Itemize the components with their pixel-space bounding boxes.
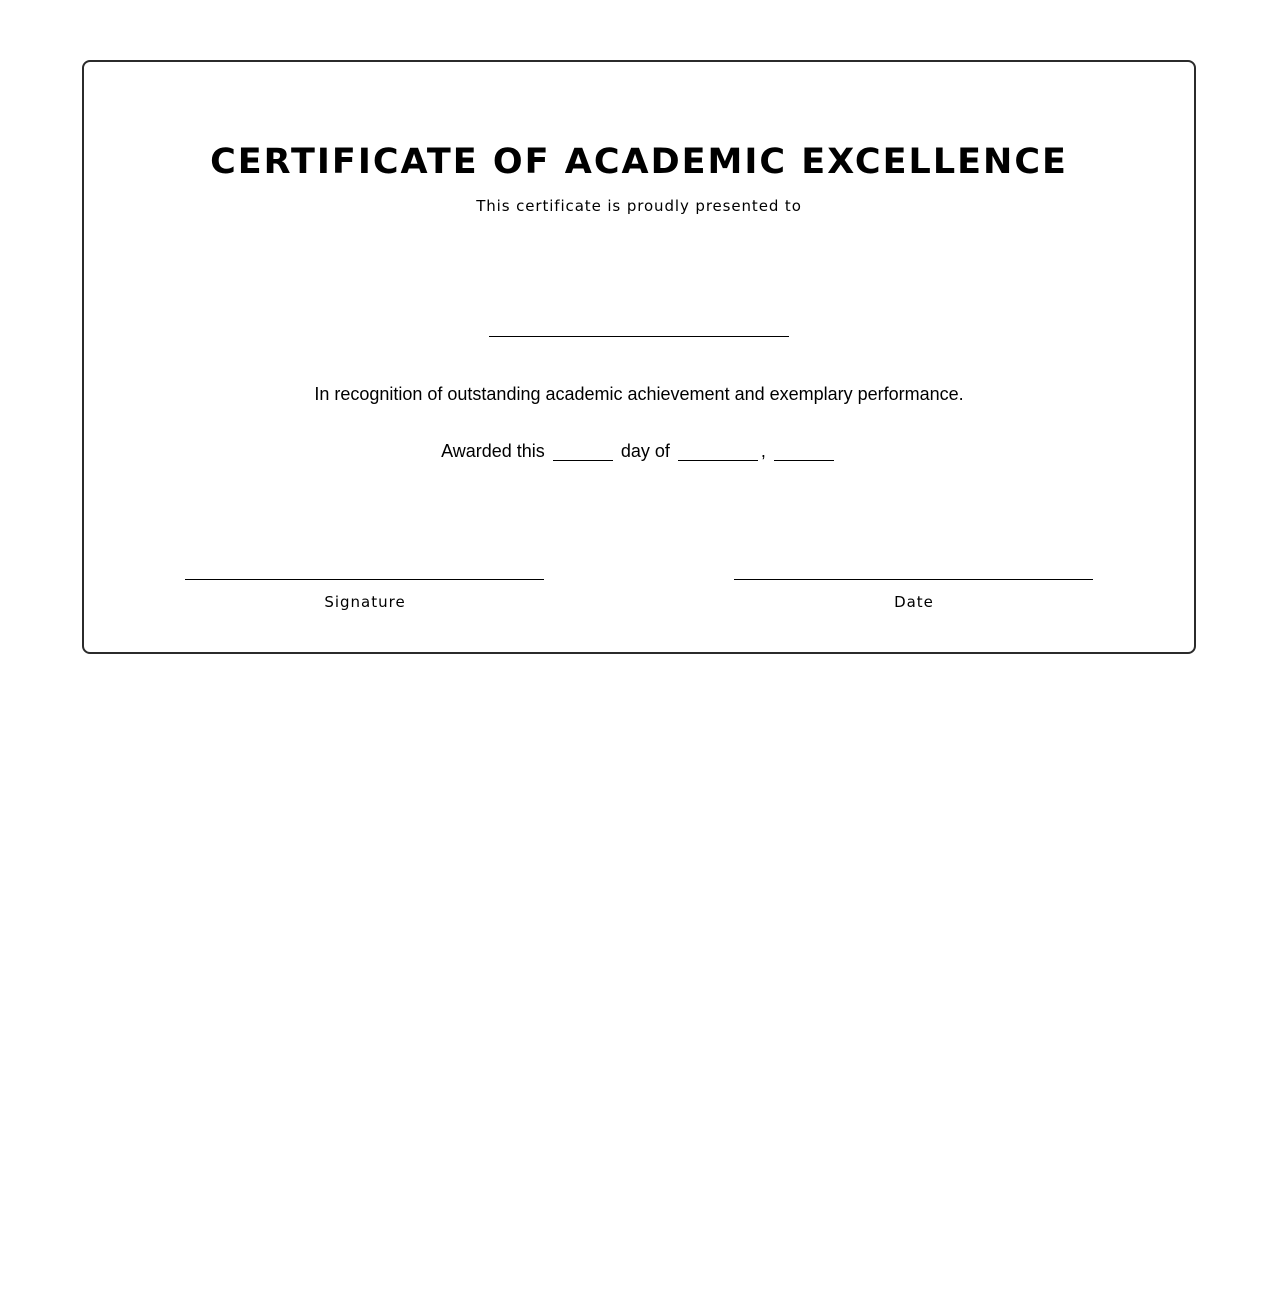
awarded-prefix: Awarded this <box>441 441 545 461</box>
recognition-text: In recognition of outstanding academic achievement and exemplary performance. <box>314 384 964 404</box>
signature-line <box>185 579 544 580</box>
date-line <box>734 579 1093 580</box>
certificate-title: CERTIFICATE OF ACADEMIC EXCELLENCE <box>210 142 1068 182</box>
date-block <box>734 579 1094 612</box>
awarded-day-blank <box>553 442 613 461</box>
awarded-year-blank <box>774 442 834 461</box>
awarded-month-blank <box>678 442 758 461</box>
awarded-comma: , <box>760 441 766 461</box>
awarded-middle: day of <box>620 441 670 461</box>
awarded-line <box>84 438 1194 463</box>
signature-block <box>185 579 545 612</box>
certificate-frame <box>82 60 1196 654</box>
signature-label: Signature <box>324 593 406 611</box>
certificate-subtitle: This certificate is proudly presented to <box>476 197 802 215</box>
recipient-name-line <box>489 336 789 337</box>
date-label: Date <box>894 593 934 611</box>
